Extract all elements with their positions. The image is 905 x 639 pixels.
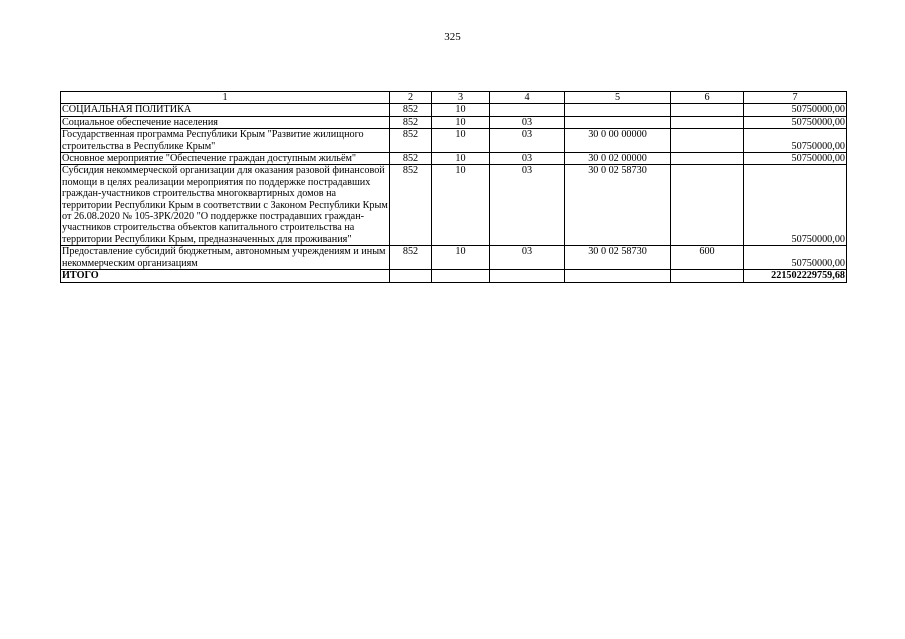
row-amount: 50750000,00 bbox=[744, 165, 847, 246]
page-number: 325 bbox=[444, 31, 461, 43]
row-code-2: 852 bbox=[390, 246, 432, 270]
table-row bbox=[61, 153, 847, 165]
row-code-6 bbox=[671, 153, 744, 165]
row-code-4: 03 bbox=[490, 129, 565, 153]
row-name: Предоставление субсидий бюджетным, автономным учреждениям и иным некоммерческим организациям bbox=[61, 246, 390, 270]
column-header: 5 bbox=[565, 92, 671, 104]
table-row bbox=[61, 165, 847, 246]
row-amount: 50750000,00 bbox=[744, 246, 847, 270]
row-code-5: 30 0 02 58730 bbox=[565, 165, 671, 246]
row-code-4: 03 bbox=[490, 153, 565, 165]
empty-cell bbox=[671, 270, 744, 282]
column-header: 6 bbox=[671, 92, 744, 104]
row-code-6 bbox=[671, 104, 744, 116]
table-row bbox=[61, 116, 847, 128]
row-code-4: 03 bbox=[490, 165, 565, 246]
table-header-row bbox=[61, 92, 847, 104]
row-code-5: 30 0 00 00000 bbox=[565, 129, 671, 153]
budget-table bbox=[60, 91, 847, 283]
row-amount: 50750000,00 bbox=[744, 153, 847, 165]
row-name: Социальное обеспечение населения bbox=[61, 116, 390, 128]
empty-cell bbox=[490, 270, 565, 282]
table-row bbox=[61, 129, 847, 153]
total-amount: 221502229759,68 bbox=[744, 270, 847, 282]
row-code-2: 852 bbox=[390, 165, 432, 246]
row-code-5 bbox=[565, 116, 671, 128]
row-code-2: 852 bbox=[390, 153, 432, 165]
row-code-2: 852 bbox=[390, 129, 432, 153]
empty-cell bbox=[390, 270, 432, 282]
row-code-3: 10 bbox=[432, 153, 490, 165]
column-header: 7 bbox=[744, 92, 847, 104]
row-code-4 bbox=[490, 104, 565, 116]
empty-cell bbox=[432, 270, 490, 282]
row-code-5: 30 0 02 58730 bbox=[565, 246, 671, 270]
column-header: 2 bbox=[390, 92, 432, 104]
row-code-2: 852 bbox=[390, 104, 432, 116]
column-header: 3 bbox=[432, 92, 490, 104]
row-code-5 bbox=[565, 104, 671, 116]
row-code-6 bbox=[671, 116, 744, 128]
row-code-6 bbox=[671, 165, 744, 246]
total-label: ИТОГО bbox=[61, 270, 390, 282]
row-code-6 bbox=[671, 129, 744, 153]
row-name: Государственная программа Республики Крым "Развитие жилищного строительства в Республике Крым" bbox=[61, 129, 390, 153]
row-code-6: 600 bbox=[671, 246, 744, 270]
column-header: 4 bbox=[490, 92, 565, 104]
row-name: Основное мероприятие "Обеспечение граждан доступным жильём" bbox=[61, 153, 390, 165]
total-row bbox=[61, 270, 847, 282]
row-name: СОЦИАЛЬНАЯ ПОЛИТИКА bbox=[61, 104, 390, 116]
row-code-3: 10 bbox=[432, 104, 490, 116]
row-code-2: 852 bbox=[390, 116, 432, 128]
row-code-4: 03 bbox=[490, 246, 565, 270]
table-row bbox=[61, 246, 847, 270]
row-amount: 50750000,00 bbox=[744, 104, 847, 116]
empty-cell bbox=[565, 270, 671, 282]
row-amount: 50750000,00 bbox=[744, 116, 847, 128]
row-code-4: 03 bbox=[490, 116, 565, 128]
table-row bbox=[61, 104, 847, 116]
row-code-3: 10 bbox=[432, 246, 490, 270]
row-code-3: 10 bbox=[432, 129, 490, 153]
row-code-3: 10 bbox=[432, 116, 490, 128]
row-code-5: 30 0 02 00000 bbox=[565, 153, 671, 165]
row-code-3: 10 bbox=[432, 165, 490, 246]
row-name: Субсидия некоммерческой организации для оказания разовой финансовой помощи в целях реализации мероприятия по поддержке пострадавших граждан-участников строительства многоквартирных домов на территории Республики Крым в соответствии с Законом Республики Крым от 26.08.2020 № 105-ЗРК/2020 "О поддержке пострадавших граждан-участников строительства объектов капитального строительства на территории Республики Крым, предназначенных для проживания" bbox=[62, 165, 388, 245]
row-amount: 50750000,00 bbox=[744, 129, 847, 153]
column-header: 1 bbox=[61, 92, 390, 104]
